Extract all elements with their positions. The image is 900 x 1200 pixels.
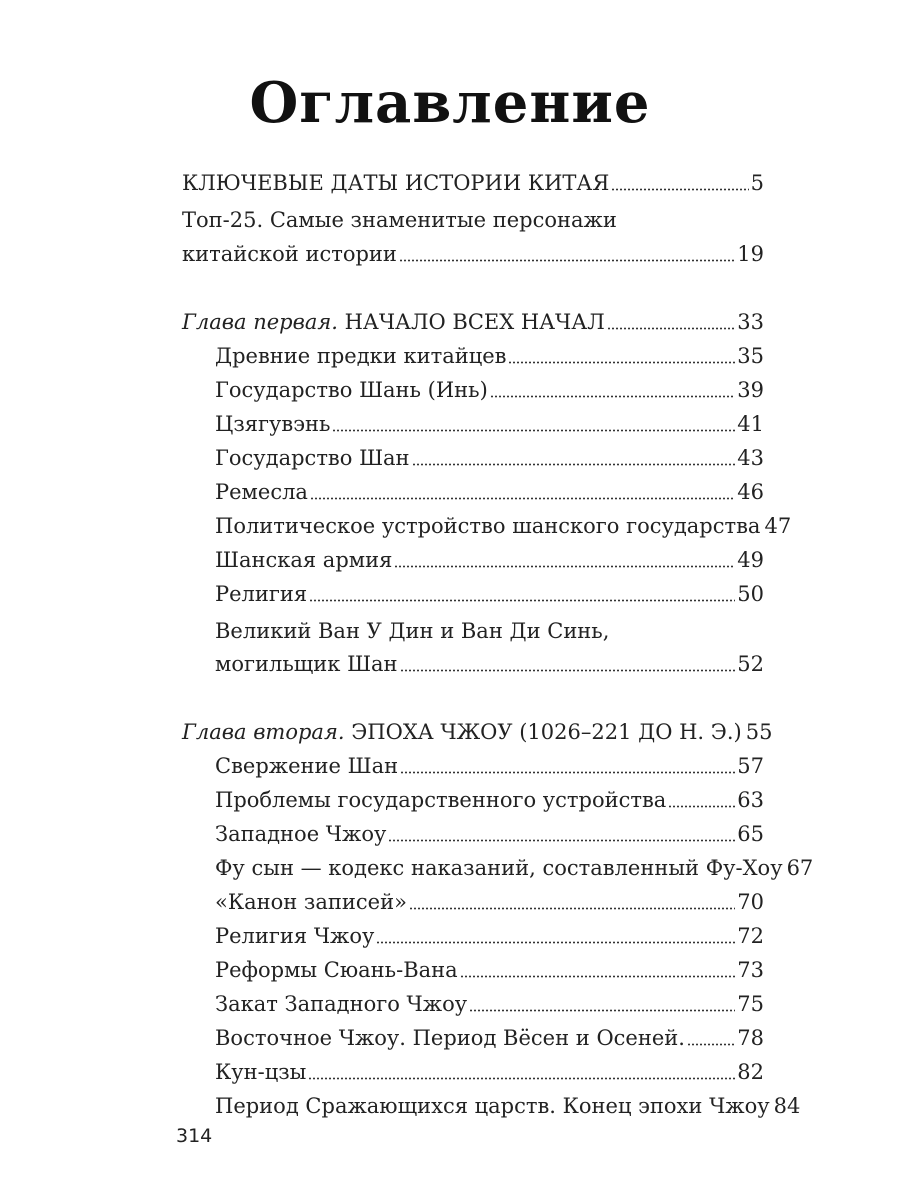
toc-entry-text: Период Сражающихся царств. Конец эпохи Чжоу	[215, 1094, 770, 1118]
toc-entry-page: 52	[737, 652, 764, 676]
toc-leader	[490, 395, 735, 398]
toc-entry-page: 65	[737, 822, 764, 846]
toc-entry-page: 47	[764, 514, 792, 538]
toc-entry-text: НАЧАЛО ВСЕХ НАЧАЛ	[337, 310, 605, 334]
toc-leader	[611, 188, 748, 191]
page-number: 314	[176, 1125, 213, 1147]
toc-leader	[309, 599, 735, 602]
toc-chapter-entry	[182, 307, 764, 337]
toc-entry	[215, 511, 792, 541]
toc-entry-page: 35	[737, 344, 764, 368]
toc-entry-page: 55	[745, 720, 773, 744]
toc-entry	[215, 853, 814, 883]
toc-leader	[308, 1077, 735, 1080]
toc-entry	[215, 819, 764, 849]
toc-chapter-entry	[182, 717, 773, 747]
toc-entry-page: 46	[737, 480, 764, 504]
toc-entry-text: Кун-цзы	[215, 1060, 307, 1084]
toc-entry	[215, 375, 764, 405]
toc-entry-text: Религия	[215, 582, 308, 606]
toc-entry-page: 82	[737, 1060, 764, 1084]
toc-entry-page: 33	[737, 310, 764, 334]
toc-entry	[215, 545, 764, 575]
toc-leader	[310, 497, 735, 500]
toc-entry-text: Шанская армия	[215, 548, 393, 572]
toc-entry-page: 41	[737, 412, 764, 436]
toc-entry-text: могильщик Шан	[215, 652, 398, 676]
toc-leader	[400, 771, 735, 774]
toc-entry-text: Великий Ван У Дин и Ван Ди Синь,	[215, 619, 610, 643]
toc-entry-text: Проблемы государственного устройства	[215, 788, 667, 812]
toc-entry-text: ЭПОХА ЧЖОУ (1026–221 ДО Н. Э.)	[344, 720, 742, 744]
toc-leader	[376, 941, 735, 944]
toc-entry	[215, 1091, 801, 1121]
toc-entry	[215, 887, 764, 917]
toc-entry	[215, 785, 764, 815]
toc-entry	[215, 616, 609, 646]
toc-entry	[215, 1057, 764, 1087]
page-title: Оглавление	[249, 70, 651, 136]
toc-entry-page: 78	[737, 1026, 764, 1050]
toc-leader	[332, 429, 735, 432]
toc-entry	[215, 477, 764, 507]
toc-entry	[215, 955, 764, 985]
toc-entry-text: Западное Чжоу	[215, 822, 387, 846]
toc-entry	[215, 443, 764, 473]
chapter-label: Глава первая.	[182, 310, 338, 334]
toc-entry-page: 84	[773, 1094, 801, 1118]
toc-entry-page: 39	[737, 378, 764, 402]
toc-leader	[388, 839, 735, 842]
toc-entry-text: Реформы Сюань-Вана	[215, 958, 458, 982]
toc-leader	[412, 463, 736, 466]
toc-entry	[215, 579, 764, 609]
toc-entry-page: 75	[737, 992, 764, 1016]
toc-entry-page: 72	[737, 924, 764, 948]
toc-entry	[215, 989, 764, 1019]
toc-entry-page: 57	[737, 754, 764, 778]
toc-entry-text: Топ-25. Самые знаменитые персонажи	[182, 208, 617, 232]
toc-entry	[215, 751, 764, 781]
toc-entry-page: 63	[737, 788, 764, 812]
toc-entry	[215, 409, 764, 439]
toc-entry-page: 67	[786, 856, 814, 880]
toc-leader	[400, 669, 736, 672]
toc-entry-text: Государство Шан	[215, 446, 410, 470]
toc-entry-text: Религия Чжоу	[215, 924, 375, 948]
toc-entry-text: Ремесла	[215, 480, 308, 504]
toc-entry-text: Свержение Шан	[215, 754, 399, 778]
toc-entry	[182, 205, 617, 235]
toc-leader	[409, 907, 735, 910]
toc-entry-text: «Канон записей»	[215, 890, 407, 914]
toc-entry-text: Государство Шань (Инь)	[215, 378, 488, 402]
toc-leader	[607, 327, 736, 330]
toc-entry	[215, 1023, 764, 1053]
toc-leader	[399, 259, 735, 262]
toc-leader	[668, 805, 735, 808]
chapter-label: Глава вторая.	[182, 720, 345, 744]
toc-entry	[182, 168, 764, 198]
toc-leader	[687, 1043, 735, 1046]
toc-entry-text: КЛЮЧЕВЫЕ ДАТЫ ИСТОРИИ КИТАЯ	[182, 171, 610, 195]
toc-entry-text: Политическое устройство шанского государства	[215, 514, 761, 538]
toc-leader	[460, 975, 736, 978]
toc-entry-text: Цзягувэнь	[215, 412, 331, 436]
toc-entry-text: Закат Западного Чжоу	[215, 992, 468, 1016]
toc-entry-text: Древние предки китайцев	[215, 344, 507, 368]
toc-entry	[182, 239, 764, 269]
toc-entry-page: 43	[737, 446, 764, 470]
toc-entry-page: 50	[737, 582, 764, 606]
toc-entry-page: 70	[737, 890, 764, 914]
toc-entry	[215, 649, 764, 679]
toc-leader	[394, 565, 735, 568]
toc-entry-page: 73	[737, 958, 764, 982]
toc-entry-text: китайской истории	[182, 242, 397, 266]
toc-entry	[215, 341, 764, 371]
toc-entry-text: Восточное Чжоу. Период Вёсен и Осеней.	[215, 1026, 685, 1050]
toc-entry-text: Фу сын — кодекс наказаний, составленный Фу-Хоу	[215, 856, 783, 880]
toc-leader	[469, 1009, 735, 1012]
toc-entry	[215, 921, 764, 951]
toc-entry-page: 19	[737, 242, 764, 266]
toc-entry-page: 5	[750, 171, 764, 195]
toc-entry-page: 49	[737, 548, 764, 572]
toc-leader	[508, 361, 735, 364]
